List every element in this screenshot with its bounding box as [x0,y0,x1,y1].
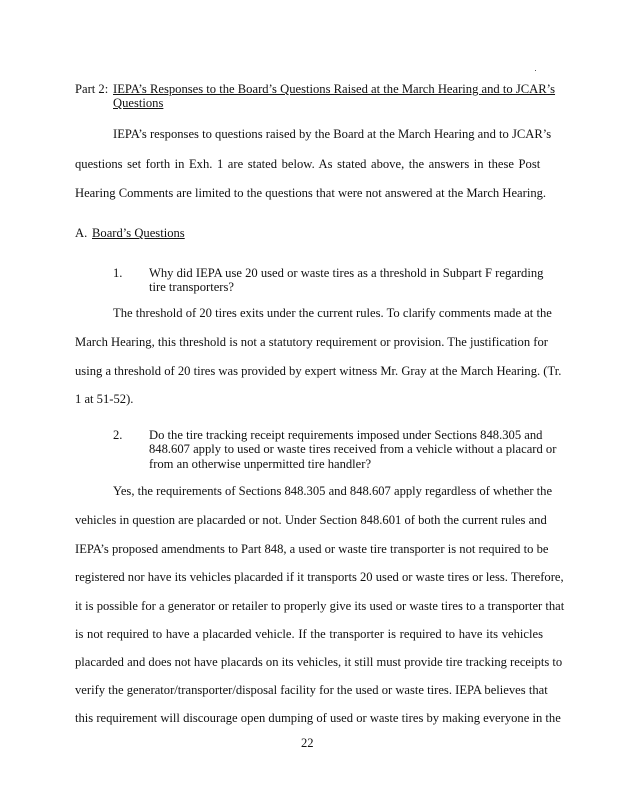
intro-line: questions set forth in Exh. 1 are stated below. As stated above, the answers in these Post [75,157,541,171]
answer-line: this requirement will discourage open dumping of used or waste tires by making everyone in the [75,711,561,725]
question-number: 1. [113,266,123,280]
part-title-line1: IEPA’s Responses to the Board’s Questions Raised at the March Hearing and to JCAR’s [113,82,556,96]
section-a-title: Board’s Questions [92,226,185,240]
answer-line: is not required to have a placarded vehicle. If the transporter is required to have its vehicles [75,627,543,641]
section-a-label: A. [75,226,88,240]
intro-line: IEPA’s responses to questions raised by the Board at the March Hearing and to JCAR’s [113,127,552,141]
answer-line: 1 at 51-52). [75,392,134,406]
page-speck [535,70,536,71]
answer-line: IEPA’s proposed amendments to Part 848, a used or waste tire transporter is not required to be [75,542,549,556]
answer-line: vehicles in question are placarded or not. Under Section 848.601 of both the current rules and [75,513,547,527]
answer-line: The threshold of 20 tires exits under the current rules. To clarify comments made at the [113,306,552,320]
question-number: 2. [113,428,123,442]
answer-line: placarded and does not have placards on its vehicles, it still must provide tire tracking receipts to [75,655,563,669]
answer-line: March Hearing, this threshold is not a statutory requirement or provision. The justification for [75,335,548,349]
page-number: 22 [301,736,314,750]
question-line: Why did IEPA use 20 used or waste tires as a threshold in Subpart F regarding [149,266,544,280]
question-line: Do the tire tracking receipt requirements imposed under Sections 848.305 and [149,428,543,442]
answer-line: verify the generator/transporter/disposal facility for the used or waste tires. IEPA believes that [75,683,548,697]
answer-line: registered nor have its vehicles placarded if it transports 20 used or waste tires or less. Therefore, [75,570,564,584]
answer-line: Yes, the requirements of Sections 848.305 and 848.607 apply regardless of whether the [113,484,553,498]
part-label: Part 2: [75,82,109,96]
question-line: from an otherwise unpermitted tire handler? [149,457,372,471]
part-title-line2: Questions [113,96,164,110]
question-line: 848.607 apply to used or waste tires received from a vehicle without a placard or [149,442,557,456]
answer-line: it is possible for a generator or retailer to properly give its used or waste tires to a transporter that [75,599,565,613]
intro-line: Hearing Comments are limited to the questions that were not answered at the March Hearing. [75,186,547,200]
answer-line: using a threshold of 20 tires was provided by expert witness Mr. Gray at the March Hearing. (Tr. [75,364,562,378]
question-line: tire transporters? [149,280,234,294]
